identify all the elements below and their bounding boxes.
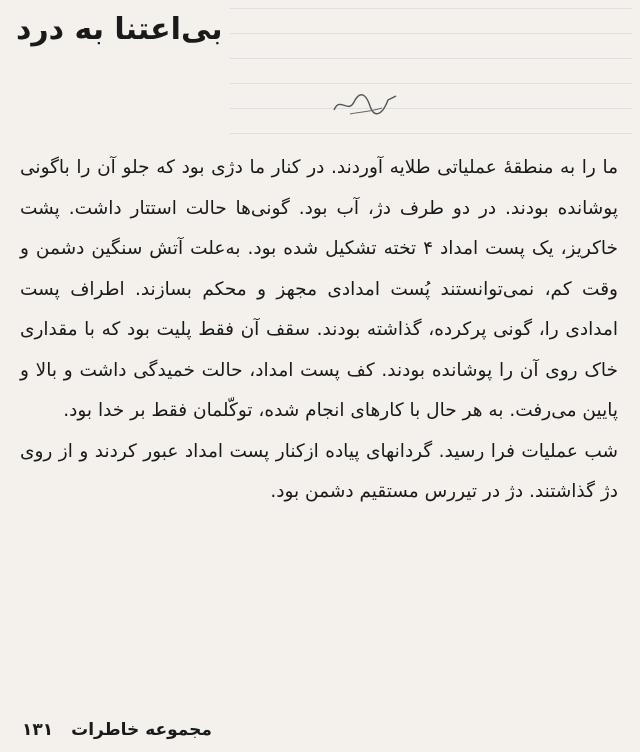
handwritten-signature: [330, 88, 400, 118]
bleed-through-text: [230, 8, 632, 158]
book-title: مجموعه خاطرات: [71, 720, 212, 740]
page-title: بی‌اعتنا به درد: [16, 12, 223, 47]
paragraph-2: شب عملیات فرا رسید. گردانهای پیاده ازکنار پست امداد عبور کردند و از روی دژ گذاشتند. دژ در تیررس مستقیم دشمن بود.: [20, 440, 618, 502]
paragraph-1: ما را به منطقهٔ عملیاتی طلایه آوردند. در کنار ما دژی بود که جلو آن را باگونی پوشانده بودند. در دو طرف دژ، آب بود. گونی‌ها حالت استتار داشت. پشت خاکریز، یک پست امداد ۴ تخته تشکیل شده بود. به‌علت آتش سنگین دشمن و وقت کم، نمی‌توانستند پُست امدادی مجهز و محکم بسازند. اطراف پست امدادی را، گونی پرکرده، گذاشته بودند. سقف آن فقط پلیت بود که با مقداری خاک روی آن را پوشانده بودند. کف پست امداد، حالت خمیدگی داشت و بالا و پایین می‌رفت. به هر حال با کارهای انجام شده، توکّلمان فقط بر خدا بود.: [20, 157, 618, 421]
page-number: ۱۳۱: [22, 720, 54, 740]
story-text: [20, 148, 618, 513]
page-footer: [22, 720, 212, 740]
